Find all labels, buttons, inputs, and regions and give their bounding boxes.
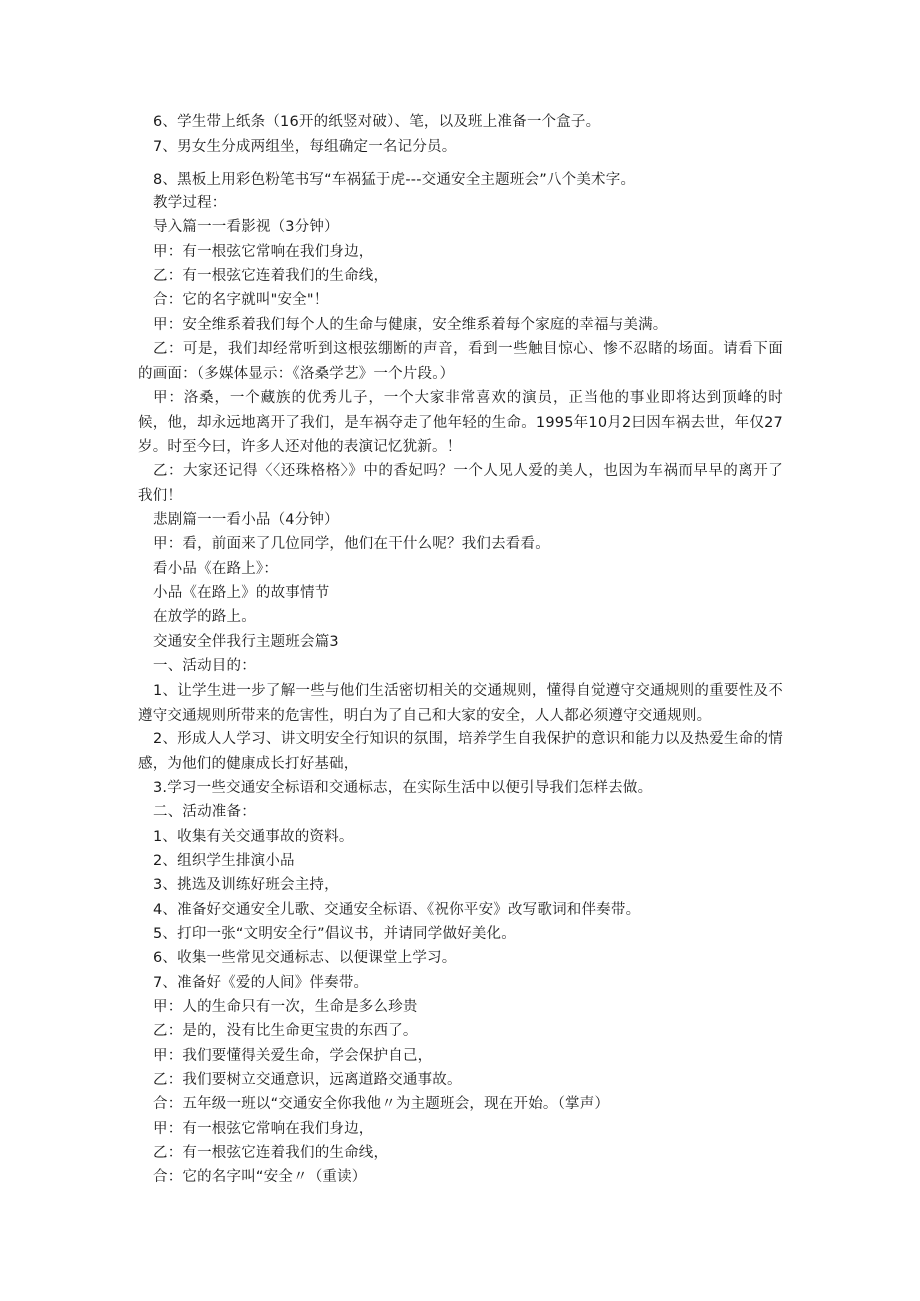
text-line: 甲：看，前面来了几位同学，他们在干什么呢？我们去看看。 (153, 536, 550, 552)
text-line: 乙：有一根弦它连着我们的生命线， (153, 268, 389, 284)
section-heading: 教学过程： (153, 195, 227, 211)
section-heading: 一、活动目的： (153, 658, 256, 674)
text-line: 8、黑板上用彩色粉笔书写“车祸猛于虎---交通安全主题班会”八个美术字。 (153, 172, 636, 188)
paragraph: 2、形成人人学习、讲文明安全行知识的氛围，培养学生自我保护的意识和能力以及热爱生命的情感，为他们的健康成长打好基础， (138, 731, 783, 772)
text-line: 合：五年级一班以“交通安全你我他〃为主题班会，现在开始。（掌声） (153, 1096, 610, 1112)
text-line: 合：它的名字就叫"安全"！ (153, 292, 329, 308)
text-line: 7、男女生分成两组坐，每组确定一名记分员。 (153, 139, 457, 155)
text-line: 6、学生带上纸条（16开的纸竖对破）、笔，以及班上准备一个盒子。 (153, 114, 601, 130)
section-heading: 悲剧篇一一看小品（4分钟） (153, 512, 339, 528)
list-item: 6、收集一些常见交通标志、以便课堂上学习。 (153, 950, 457, 966)
text-line: 在放学的路上。 (153, 609, 256, 625)
paragraph: 乙：大家还记得〈〈还珠格格〉》中的香妃吗？一个人见人爱的美人，也因为车祸而早早的离开了我们！ (138, 463, 783, 504)
paragraph: 乙：可是，我们却经常听到这根弦绷断的声音，看到一些触目惊心、惨不忍睹的场面。请看下面的画面：（多媒体显示：《洛桑学艺》一个片段。） (138, 341, 783, 382)
section-title: 交通安全伴我行主题班会篇3 (153, 634, 339, 650)
text-line: 乙：我们要树立交通意识，远离道路交通事故。 (153, 1072, 462, 1088)
list-item: 3、挑选及训练好班会主持， (153, 877, 339, 893)
text-line: 乙：是的，没有比生命更宝贵的东西了。 (153, 1023, 418, 1039)
paragraph: 1、让学生进一步了解一些与他们生活密切相关的交通规则，懂得自觉遵守交通规则的重要性及不遵守交通规则所带来的危害性，明白为了自己和大家的安全，人人都必须遵守交通规则。 (138, 683, 783, 724)
text-line: 甲：人的生命只有一次，生命是多么珍贵 (153, 999, 418, 1015)
text-line: 甲：有一根弦它常响在我们身边， (153, 244, 374, 260)
list-item: 1、收集有关交通事故的资料。 (153, 829, 354, 845)
text-line: 甲：有一根弦它常响在我们身边， (153, 1121, 374, 1137)
section-heading: 二、活动准备： (153, 804, 256, 820)
text-line: 甲：安全维系着我们每个人的生命与健康，安全维系着每个家庭的幸福与美满。 (153, 317, 668, 333)
text-line: 合：它的名字叫“安全〃（重读） (153, 1169, 367, 1185)
text-line: 乙：有一根弦它连着我们的生命线， (153, 1145, 389, 1161)
list-item: 5、打印一张“文明安全行”倡议书，并请同学做好美化。 (153, 926, 516, 942)
list-item: 4、准备好交通安全儿歌、交通安全标语、《祝你平安》改写歌词和伴奏带。 (153, 902, 641, 918)
paragraph: 甲：洛桑，一个藏族的优秀儿子，一个大家非常喜欢的演员，正当他的事业即将达到顶峰的时候，他，却永远地离开了我们，是车祸夺走了他年轻的生命。1995年10月2曰因车祸去世，年仅27岁。时至今曰，许多人还对他的表演记忆犹新。！ (138, 390, 783, 455)
text-line: 3.学习一些交通安全标语和交通标志，在实际生活中以便引导我们怎样去做。 (153, 780, 653, 796)
list-item: 2、组织学生排演小品 (153, 853, 295, 869)
text-line: 小品《在路上》的故事情节 (153, 585, 330, 601)
section-heading: 导入篇一一看影视（3分钟） (153, 219, 339, 235)
text-line: 甲：我们要懂得关爱生命，学会保护自己， (153, 1048, 433, 1064)
list-item: 7、准备好《爱的人间》伴奏带。 (153, 975, 369, 991)
text-line: 看小品《在路上》： (153, 561, 279, 577)
